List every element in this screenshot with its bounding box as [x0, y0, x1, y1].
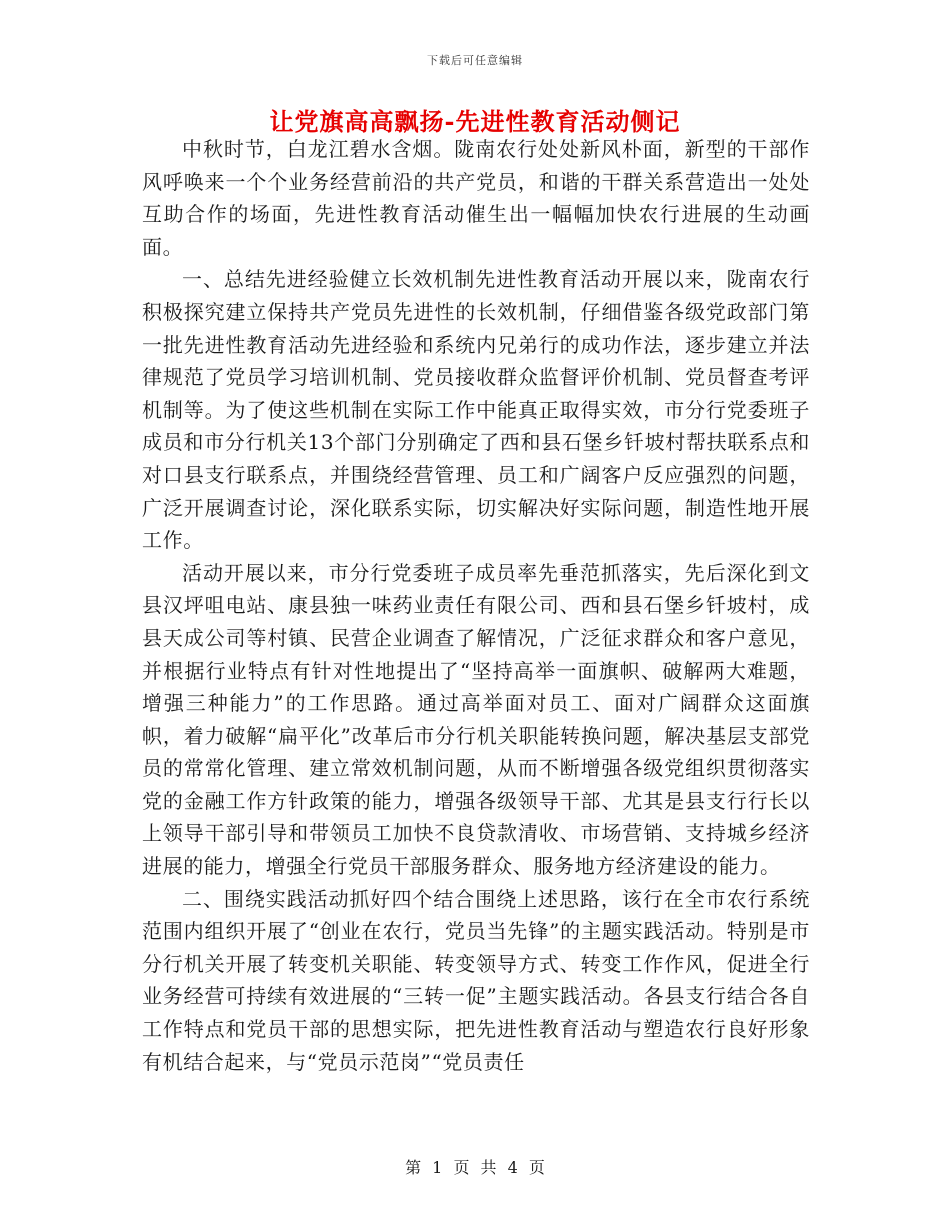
paragraph: 活动开展以来，市分行党委班子成员率先垂范抓落实，先后深化到文县汉坪咀电站、康县独一味药业责任有限公司、西和县石堡乡钎坡村，成县天成公司等村镇、民营企业调查了解情况，广泛征求群众和客户意见，并根据行业特点有针对性地提出了“坚持高举一面旗帜、破解两大难题，增强三种能力”的工作思路。通过高举面对员工、面对广阔群众这面旗帜，着力破解“扁平化”改革后市分行机关职能转换问题，解决基层支部党员的常常化管理、建立常效机制问题，从而不断增强各级党组织贯彻落实党的金融工作方针政策的能力，增强各级领导干部、尤其是县支行行长以上领导干部引导和带领员工加快不良贷款清收、市场营销、支持城乡经济进展的能力，增强全行党员干部服务群众、服务地方经济建设的能力。: [142, 560, 810, 879]
paragraph: 中秋时节，白龙江碧水含烟。陇南农行处处新风朴面，新型的干部作风呼唤来一个个业务经营前沿的共产党员，和谐的干群关系营造出一处处互助合作的场面，先进性教育活动催生出一幅幅加快农行进展的生动画面。: [142, 137, 810, 259]
paragraph: 一、总结先进经验健立长效机制先进性教育活动开展以来，陇南农行积极探究建立保持共产党员先进性的长效机制，仔细借鉴各级党政部门第一批先进性教育活动先进经验和系统内兄弟行的成功作法，逐步建立并法律规范了党员学习培训机制、党员接收群众监督评价机制、党员督查考评机制等。为了使这些机制在实际工作中能真正取得实效，市分行党委班子成员和市分行机关13个部门分别确定了西和县石堡乡钎坡村帮扶联系点和对口县支行联系点，并围绕经营管理、员工和广阔客户反应强烈的问题，广泛开展调查讨论，深化联系实际，切实解决好实际问题，制造性地开展工作。: [142, 267, 810, 553]
page-number: 第 1 页 共 4 页: [405, 1158, 545, 1177]
paragraph: 二、围绕实践活动抓好四个结合围绕上述思路，该行在全市农行系统范围内组织开展了“创业在农行，党员当先锋”的主题实践活动。特别是市分行机关开展了转变机关职能、转变领导方式、转变工作作风，促进全行业务经营可持续有效进展的“三转一促”主题实践活动。各县支行结合各自工作特点和党员干部的思想实际，把先进性教育活动与塑造农行良好形象有机结合起来，与“党员示范岗”“党员责任: [142, 886, 810, 1074]
document-body: [142, 133, 810, 1078]
document-title: 让党旗高高飘扬-先进性教育活动侧记: [269, 107, 681, 136]
page-header-note: 下载后可任意编辑: [427, 54, 523, 67]
